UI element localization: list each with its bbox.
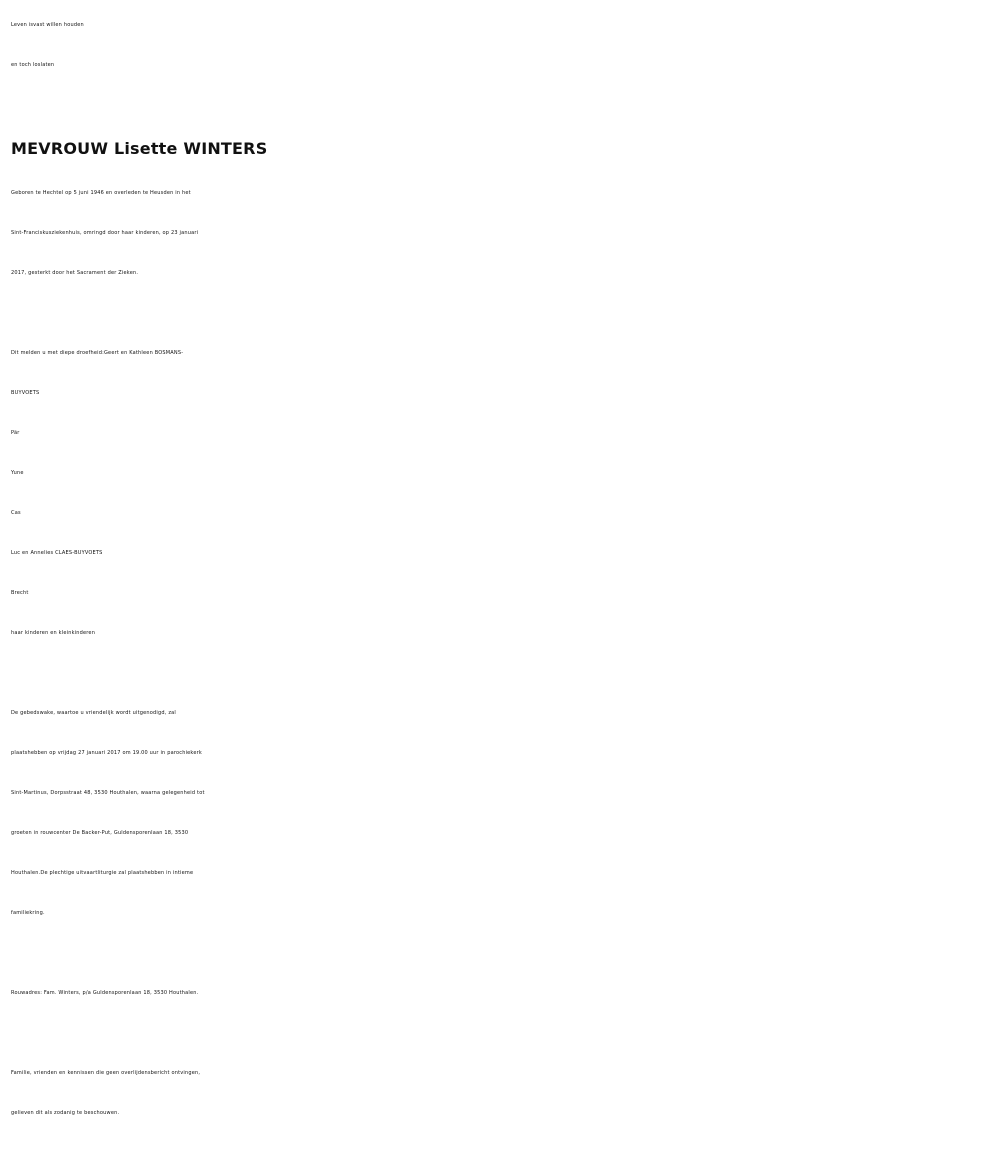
mourner-name: Cas (11, 510, 21, 516)
paragraph-line: BUYVOETS (11, 390, 40, 396)
mourner-name: Brecht (11, 590, 29, 596)
mourning-address (11, 973, 991, 1013)
paragraph-line: De gebedswake, waartoe u vriendelijk wordt uitgenodigd, zal (11, 710, 176, 716)
motto-line: Leven isvast willen houden (11, 22, 84, 28)
paragraph-line: groeten in rouwcenter De Backer-Put, Guldensporenlaan 18, 3530 (11, 830, 189, 836)
paragraph-line: haar kinderen en kleinkinderen (11, 630, 96, 636)
motto-line: en toch loslaten (11, 62, 55, 68)
paragraph-line: 2017, gesterkt door het Sacrament der Zieken. (11, 270, 139, 276)
closing-paragraph (11, 1053, 991, 1133)
obituary-notice (11, 5, 991, 1133)
birth-death-paragraph (11, 173, 991, 293)
motto (11, 5, 991, 85)
paragraph-line: familiekring. (11, 910, 45, 916)
paragraph-line: Dit melden u met diepe droefheid:Geert en Kathleen BOSMANS- (11, 350, 184, 356)
paragraph-line: plaatshebben op vrijdag 27 januari 2017 om 19.00 uur in parochiekerk (11, 750, 202, 756)
mourner-name: Luc en Annelies CLAES-BUYVOETS (11, 550, 103, 556)
paragraph-line: Familie, vrienden en kennissen die geen overlijdensbericht ontvingen, (11, 1070, 201, 1076)
paragraph-line: Houthalen.De plechtige uitvaartliturgie zal plaatshebben in intieme (11, 870, 194, 876)
paragraph-line: Sint-Martinus, Dorpsstraat 48, 3530 Houthalen, waarna gelegenheid tot (11, 790, 205, 796)
mourner-name: Pär (11, 430, 20, 436)
wake-paragraph (11, 693, 991, 933)
deceased-name-title: MEVROUW Lisette WINTERS (11, 139, 268, 158)
mourners-paragraph (11, 333, 991, 653)
mourner-name: Yune (11, 470, 24, 476)
paragraph-line: Geboren te Hechtel op 5 juni 1946 en overleden te Heusden in het (11, 190, 191, 196)
paragraph-line: gelieven dit als zodanig te beschouwen. (11, 1110, 120, 1116)
paragraph-line: Sint-Franciskusziekenhuis, omringd door haar kinderen, op 23 januari (11, 230, 199, 236)
paragraph-line: Rouwadres: Fam. Winters, p/a Guldensporenlaan 18, 3530 Houthalen. (11, 990, 199, 996)
